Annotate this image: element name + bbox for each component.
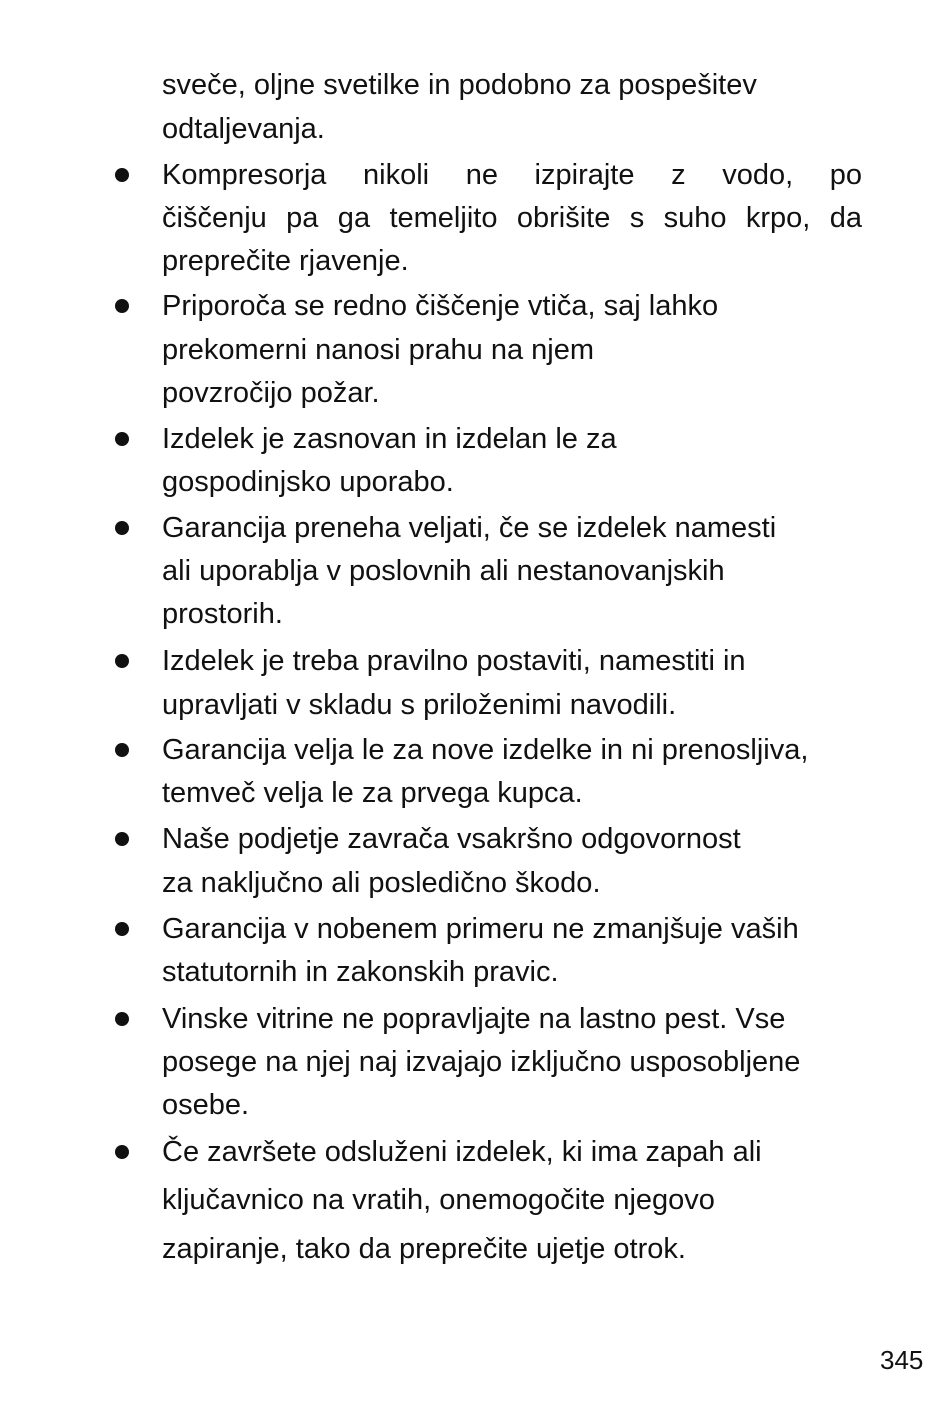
list-item-line: ključavnico na vratih, onemogočite njegovo [162, 1184, 715, 1216]
list-item-line: Izdelek je zasnovan in izdelan le za [162, 423, 617, 455]
bullet-icon [115, 1145, 129, 1159]
list-item-line: posege na njej naj izvajajo izključno usposobljene [162, 1046, 801, 1078]
list-item-line: Garancija v nobenem primeru ne zmanjšuje vaših [162, 913, 799, 945]
list-item-line: Če završete odsluženi izdelek, ki ima zapah ali [162, 1136, 762, 1168]
list-item-line: prostorih. [162, 598, 283, 630]
list-item-line: Vinske vitrine ne popravljajte na lastno pest. Vse [162, 1003, 786, 1035]
list-item-line: zapiranje, tako da preprečite ujetje otrok. [162, 1233, 686, 1265]
list-item-line: čiščenju pa ga temeljito obrišite s suho krpo, da [162, 202, 862, 234]
list-item-line: preprečite rjavenje. [162, 245, 409, 277]
list-item-line: povzročijo požar. [162, 377, 380, 409]
list-item-line: statutornih in zakonskih pravic. [162, 956, 559, 988]
bullet-icon [115, 832, 129, 846]
list-item-line: upravljati v skladu s priloženimi navodili. [162, 689, 677, 721]
text-line: sveče, oljne svetilke in podobno za pospešitev [162, 69, 757, 101]
list-item-line: Izdelek je treba pravilno postaviti, namestiti in [162, 645, 746, 677]
list-item-line: Priporoča se redno čiščenje vtiča, saj lahko [162, 290, 719, 322]
list-item-line: gospodinjsko uporabo. [162, 466, 454, 498]
text-line: odtaljevanja. [162, 113, 325, 145]
list-item-line: Naše podjetje zavrača vsakršno odgovornost [162, 823, 741, 855]
list-item-line: Kompresorja nikoli ne izpirajte z vodo, po [162, 159, 862, 191]
bullet-icon [115, 168, 129, 182]
bullet-icon [115, 743, 129, 757]
bullet-icon [115, 922, 129, 936]
list-item-line: ali uporablja v poslovnih ali nestanovanjskih [162, 555, 725, 587]
list-item-line: Garancija velja le za nove izdelke in ni prenosljiva, [162, 734, 809, 766]
bullet-icon [115, 299, 129, 313]
bullet-icon [115, 521, 129, 535]
list-item-line: temveč velja le za prvega kupca. [162, 777, 583, 809]
list-item-line: osebe. [162, 1089, 250, 1121]
bullet-icon [115, 654, 129, 668]
list-item-line: prekomerni nanosi prahu na njem [162, 334, 595, 366]
bullet-icon [115, 1012, 129, 1026]
bullet-icon [115, 432, 129, 446]
list-item-line: Garancija preneha veljati, če se izdelek namesti [162, 512, 777, 544]
list-item-line: za naključno ali posledično škodo. [162, 867, 601, 899]
page-number: 345 [880, 1345, 924, 1375]
